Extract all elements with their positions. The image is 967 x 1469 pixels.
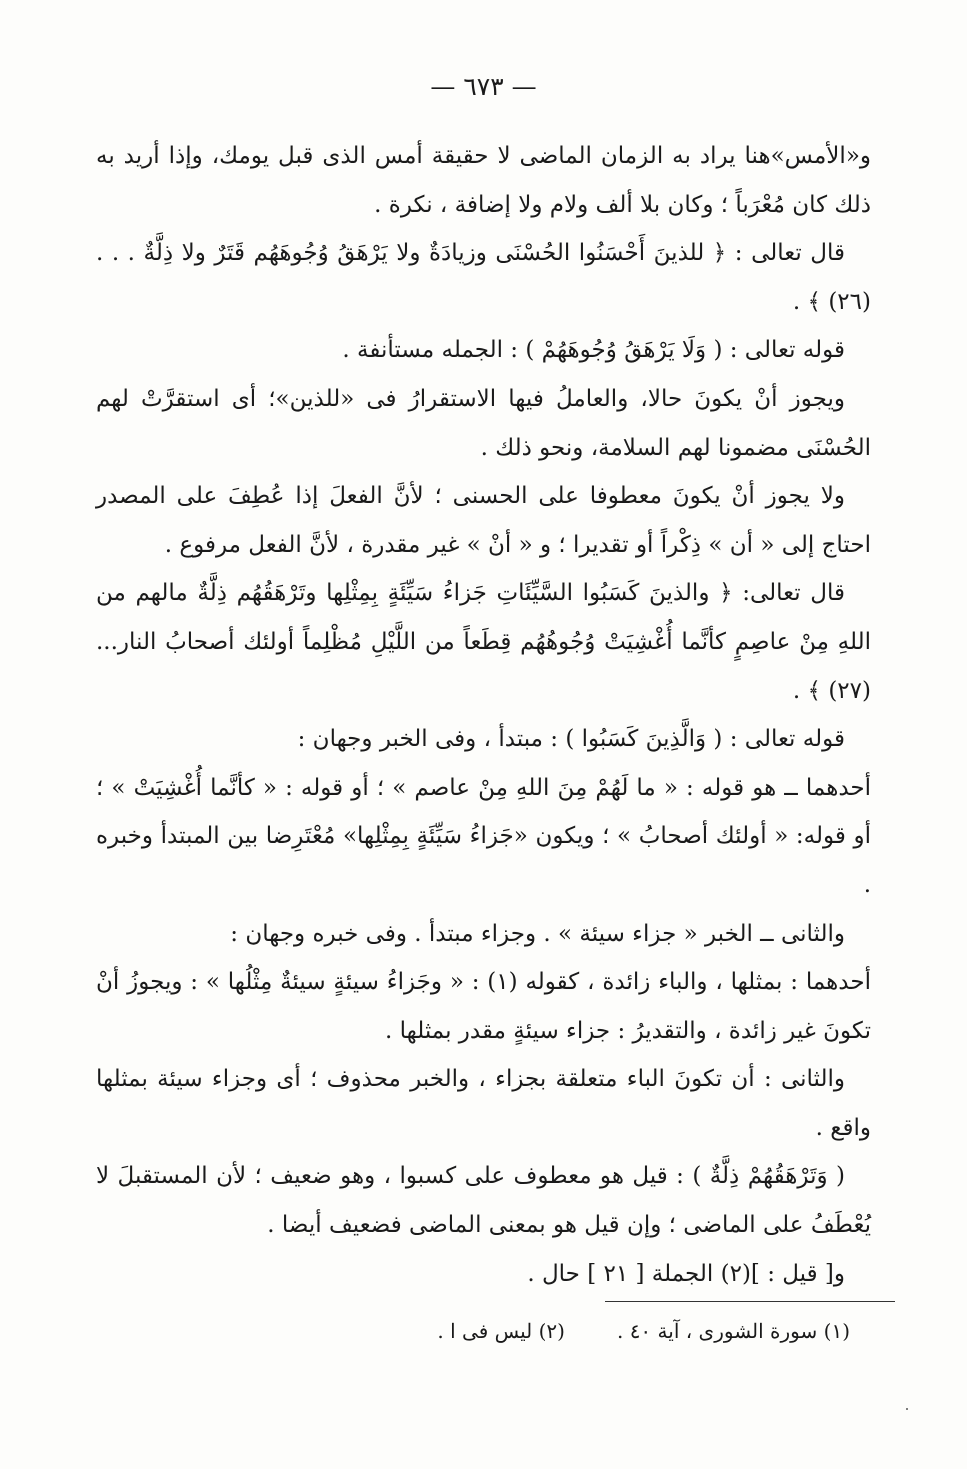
paragraph: ويجوز أنْ يكونَ حالا، والعاملُ فيها الاستقرارُ فى «للذين»؛ أى استقرَّتْ لهم الحُسْنَى مضمونا لهم السلامة، ونحو ذلك .	[96, 385, 871, 461]
paragraph: و«الأمس»هنا يراد به الزمان الماضى لا حقيقة أمس الذى قبل يومك، وإذا أريد به ذلك كان مُعْرَباً ؛ وكان بلا ألف ولام ولا إضافة ، نكرة .	[96, 143, 871, 218]
footnote: (١) سورة الشورى ، آية ٤٠ .	[616, 1319, 850, 1343]
scan-speck	[906, 1408, 908, 1410]
paragraph: أحدهما : بمثلها ، والباء زائدة ، كقوله (١) : « وجَزاءُ سيئةٍ سيئةٌ مِثْلُها » : ويجوزُ أنْ تكونَ غير زائدة ، والتقديرُ : جزاء سيئةٍ مقدر بمثلها .	[96, 969, 871, 1044]
main-text	[96, 132, 871, 1298]
paragraph: قوله تعالى : ( وَلَا يَرْهَقُ وُجُوهَهُمْ ) : الجمله مستأنفة .	[342, 337, 845, 364]
paragraph: ولا يجوز أنْ يكونَ معطوفا على الحسنى ؛ لأنَّ الفعلَ إذا عُطِفَ على المصدر احتاج إلى « أن » ذِكْراً أو تقديرا ؛ و « أنْ » غير مقدرة ، لأنَّ الفعل مرفوع .	[96, 483, 871, 558]
footnote: (٢) ليس فى ا .	[437, 1319, 565, 1343]
paragraph: و[ قيل : ](٢) الجملة [ ٢١ ] حال .	[527, 1260, 845, 1287]
page-number: — ٦٧٣ —	[430, 72, 537, 101]
paragraph: والثانى ــ الخبر « جزاء سيئة » . وجزاء مبتدأ . وفى خبره وجهان :	[230, 920, 845, 947]
footnotes	[380, 1316, 850, 1346]
footnote-divider	[605, 1301, 895, 1302]
paragraph: أحدهما ــ هو قوله : « ما لَهُمْ مِنَ اللهِ مِنْ عاصم » ؛ أو قوله : « كأنَّما أُغْشِيَتْ » ؛ أو قوله: « أولئك أصحابُ » ؛ ويكون «جَزاءُ سَيِّئَةٍ بِمِثْلِها» مُعْتَرِضا بين المبتدأ وخبره .	[96, 774, 871, 898]
paragraph: قال تعالى: ﴿ والذينَ كَسَبُوا السَّيِّئَاتِ جَزاءُ سَيِّئَةٍ بِمِثْلِها وتَرْهَقُهُم ذِلَّةٌ مالهم من اللهِ مِنْ عاصِمٍ كأنَّما أُغْشِيَتْ وُجُوهُهُم قِطَعاً من اللَّيْلِ مُظْلِماً أولئك أصحابُ النار...(٢٧) ﴾ .	[96, 580, 871, 704]
paragraph: قال تعالى : ﴿ للذينَ أَحْسَنُوا الحُسْنَى وزيادَةٌ ولا يَرْهَقُ وُجُوهَهُم قَتَرٌ ولا ذِلَّةٌ . . . (٢٦) ﴾ .	[96, 240, 871, 315]
paragraph: قوله تعالى : ( وَالَّذِينَ كَسَبُوا ) : مبتدأ ، وفى الخبر وجهان :	[297, 726, 845, 753]
paragraph: والثانى : أن تكونَ الباء متعلقة بجزاء ، والخبر محذوف ؛ أى وجزاء سيئة بمثلها واقع .	[96, 1066, 871, 1141]
paragraph: ( وَتَرْهَقُهُمْ ذِلَّةٌ ) : قيل هو معطوف على كسبوا ، وهو ضعيف ؛ لأن المستقبلَ لا يُعْطَفُ على الماضى ؛ وإن قيل هو بمعنى الماضى فضعيف أيضا .	[96, 1163, 871, 1239]
